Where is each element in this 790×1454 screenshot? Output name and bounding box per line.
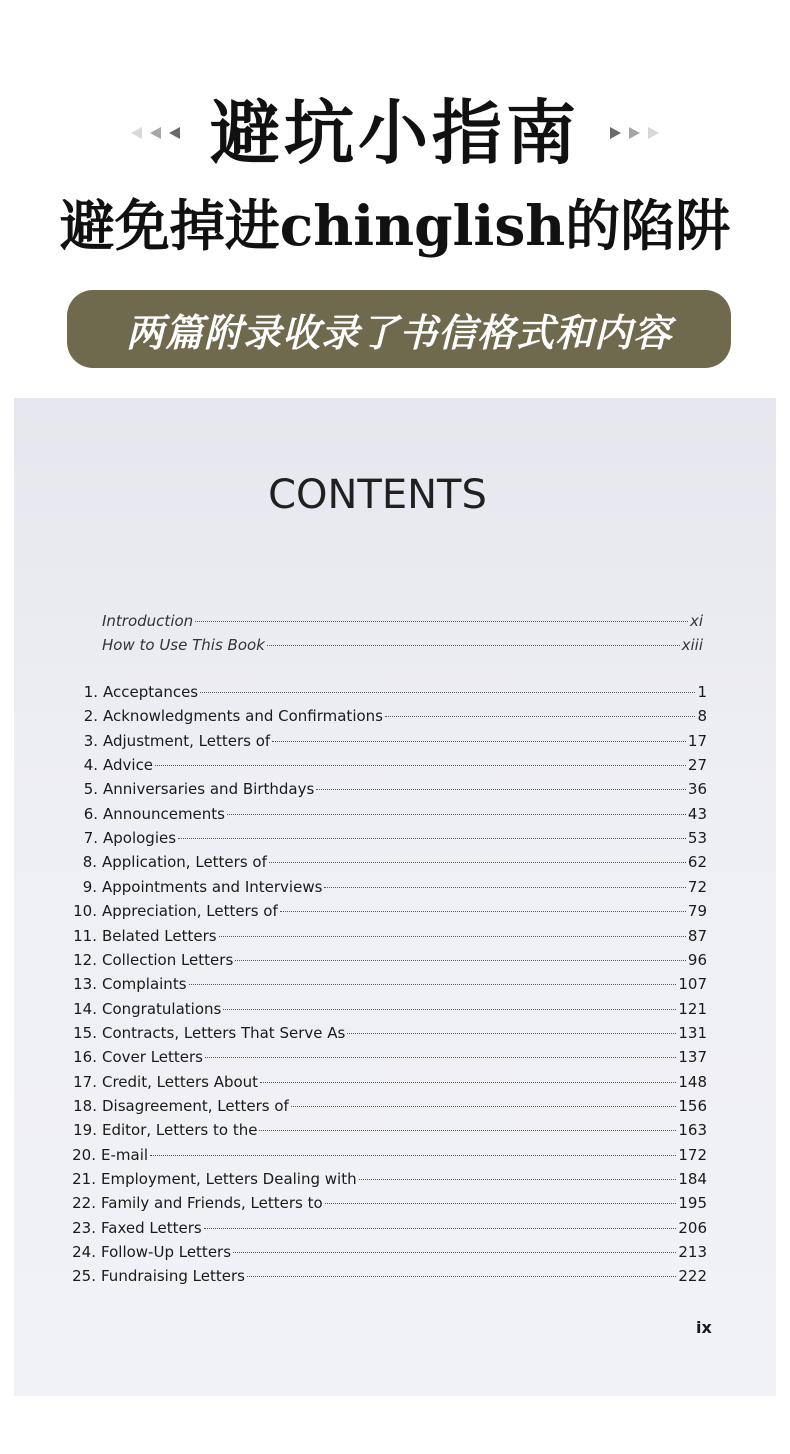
entry-label: Belated Letters — [102, 927, 217, 945]
entry-number: 2. — [83, 707, 98, 725]
toc-entry — [71, 925, 707, 947]
entry-page: 17 — [687, 732, 707, 750]
contents-heading: CONTENTS — [268, 472, 487, 518]
dot-leader — [260, 1082, 676, 1083]
entry-number: 21. — [72, 1170, 96, 1188]
entry-number: 4. — [83, 756, 98, 774]
entry-page: 1 — [697, 683, 707, 701]
subtitle: 避免掉进chinglish的陷阱 — [59, 193, 731, 258]
dot-leader — [291, 1106, 677, 1107]
entry-label: Follow-Up Letters — [101, 1243, 232, 1261]
entry-number: 19. — [73, 1121, 97, 1139]
main-title: 避坑小指南 — [210, 91, 580, 174]
entry-label: Cover Letters — [102, 1048, 203, 1066]
toc-entry — [72, 827, 707, 849]
dot-leader — [272, 741, 686, 742]
entry-label: Announcements — [103, 805, 225, 823]
dot-leader — [204, 1228, 677, 1229]
entry-number: 15. — [73, 1024, 97, 1042]
entry-page: 156 — [678, 1097, 707, 1115]
entry-page: xi — [689, 612, 703, 630]
entry-label: Employment, Letters Dealing with — [101, 1170, 357, 1188]
entry-label: Acceptances — [103, 683, 199, 701]
entry-page: 107 — [678, 975, 707, 993]
right-arrow-icon — [629, 127, 640, 139]
toc-entry — [70, 1241, 707, 1263]
entry-page: 137 — [678, 1048, 707, 1066]
dot-leader — [178, 838, 686, 839]
entry-number: 14. — [73, 1000, 97, 1018]
dot-leader — [205, 1057, 676, 1058]
feature-banner — [67, 290, 731, 368]
entry-page: 79 — [687, 902, 707, 920]
entry-label: Editor, Letters to the — [102, 1121, 258, 1139]
toc-entry — [71, 973, 707, 995]
right-arrow-icon — [648, 127, 659, 139]
entry-page: 87 — [687, 927, 707, 945]
entry-page: 96 — [687, 951, 707, 969]
toc-entry — [71, 851, 707, 873]
entry-page: 62 — [687, 853, 707, 871]
right-arrow-icon — [610, 127, 621, 139]
entry-label: Anniversaries and Birthdays — [103, 780, 315, 798]
toc-entry — [70, 1192, 707, 1214]
toc-entry — [71, 1119, 707, 1141]
toc-entry — [72, 754, 707, 776]
dot-leader — [223, 1009, 676, 1010]
dot-leader — [280, 911, 686, 912]
entry-number: 24. — [72, 1243, 96, 1261]
entry-page: 184 — [678, 1170, 707, 1188]
entry-number: 18. — [73, 1097, 97, 1115]
toc-entry — [70, 1217, 707, 1239]
entry-label: Application, Letters of — [102, 853, 267, 871]
toc-entry — [72, 705, 707, 727]
toc-entry — [71, 1071, 707, 1093]
dot-leader — [219, 936, 686, 937]
toc-entry — [72, 778, 707, 800]
toc-entry — [70, 1144, 707, 1166]
entry-label: Credit, Letters About — [102, 1073, 259, 1091]
entry-page: 172 — [678, 1146, 707, 1164]
entry-label: Collection Letters — [102, 951, 234, 969]
dot-leader — [385, 716, 695, 717]
toc-entry — [71, 876, 707, 898]
toc-entry — [72, 730, 707, 752]
entry-label: Appointments and Interviews — [102, 878, 323, 896]
toc-entry — [71, 998, 707, 1020]
entry-page: 222 — [678, 1267, 707, 1285]
entry-label: How to Use This Book — [102, 636, 265, 654]
toc-entry — [70, 1168, 707, 1190]
dot-leader — [227, 814, 686, 815]
title-row — [0, 88, 790, 178]
entry-label: Complaints — [102, 975, 187, 993]
dot-leader — [195, 621, 688, 622]
entry-number: 20. — [72, 1146, 96, 1164]
entry-label: Acknowledgments and Confirmations — [103, 707, 383, 725]
entry-page: xiii — [681, 636, 703, 654]
dot-leader — [150, 1155, 676, 1156]
entry-label: Faxed Letters — [101, 1219, 202, 1237]
toc-entry — [71, 1022, 707, 1044]
entry-number: 23. — [72, 1219, 96, 1237]
entry-page: 36 — [687, 780, 707, 798]
entry-number: 13. — [73, 975, 97, 993]
entry-page: 148 — [678, 1073, 707, 1091]
entry-number: 6. — [83, 805, 98, 823]
toc-entry — [71, 900, 707, 922]
entry-number: 7. — [83, 829, 98, 847]
entry-page: 27 — [687, 756, 707, 774]
entry-label: Disagreement, Letters of — [102, 1097, 289, 1115]
entry-page: 43 — [687, 805, 707, 823]
page-number: ix — [696, 1318, 712, 1337]
entry-page: 163 — [678, 1121, 707, 1139]
dot-leader — [324, 887, 686, 888]
dot-leader — [269, 862, 686, 863]
entry-number: 17. — [73, 1073, 97, 1091]
left-arrow-icon — [131, 127, 142, 139]
dot-leader — [200, 692, 695, 693]
entry-label: Advice — [103, 756, 154, 774]
dot-leader — [189, 984, 677, 985]
entry-number: 12. — [73, 951, 97, 969]
left-arrow-icon — [150, 127, 161, 139]
front-matter-entry — [102, 610, 703, 632]
toc-entry — [72, 803, 707, 825]
dot-leader — [347, 1033, 676, 1034]
entry-page: 53 — [687, 829, 707, 847]
entry-page: 213 — [678, 1243, 707, 1261]
right-arrows-decoration — [610, 123, 659, 143]
entry-number: 11. — [73, 927, 97, 945]
entry-number: 10. — [73, 902, 97, 920]
entry-page: 121 — [678, 1000, 707, 1018]
entry-number: 22. — [72, 1194, 96, 1212]
entry-page: 8 — [697, 707, 707, 725]
toc-entry — [70, 1265, 707, 1287]
toc-entry — [71, 1046, 707, 1068]
promo-header — [0, 0, 790, 395]
dot-leader — [259, 1130, 676, 1131]
entry-page: 131 — [678, 1024, 707, 1042]
entry-number: 8. — [82, 853, 97, 871]
dot-leader — [325, 1203, 677, 1204]
entry-label: Congratulations — [102, 1000, 222, 1018]
entry-label: E-mail — [101, 1146, 149, 1164]
entry-page: 72 — [687, 878, 707, 896]
banner-text: 两篇附录收录了书信格式和内容 — [125, 310, 672, 355]
left-arrows-decoration — [131, 123, 180, 143]
entry-label: Fundraising Letters — [101, 1267, 245, 1285]
entry-number: 9. — [82, 878, 97, 896]
dot-leader — [359, 1179, 677, 1180]
entry-page: 206 — [678, 1219, 707, 1237]
entry-number: 25. — [72, 1267, 96, 1285]
entry-label: Contracts, Letters That Serve As — [102, 1024, 346, 1042]
dot-leader — [316, 789, 686, 790]
dot-leader — [155, 765, 686, 766]
toc-entry — [71, 1095, 707, 1117]
dot-leader — [247, 1276, 676, 1277]
front-matter-entry — [102, 634, 703, 656]
entry-label: Family and Friends, Letters to — [101, 1194, 323, 1212]
dot-leader — [235, 960, 686, 961]
entry-number: 16. — [73, 1048, 97, 1066]
toc-entry — [71, 949, 707, 971]
entry-label: Introduction — [102, 612, 194, 630]
entry-label: Apologies — [103, 829, 177, 847]
dot-leader — [233, 1252, 676, 1253]
entry-page: 195 — [678, 1194, 707, 1212]
entry-number: 1. — [83, 683, 98, 701]
dot-leader — [267, 645, 680, 646]
entry-number: 3. — [83, 732, 98, 750]
left-arrow-icon — [169, 127, 180, 139]
entry-label: Appreciation, Letters of — [102, 902, 278, 920]
entry-label: Adjustment, Letters of — [103, 732, 271, 750]
entry-number: 5. — [83, 780, 98, 798]
toc-entry — [72, 681, 707, 703]
